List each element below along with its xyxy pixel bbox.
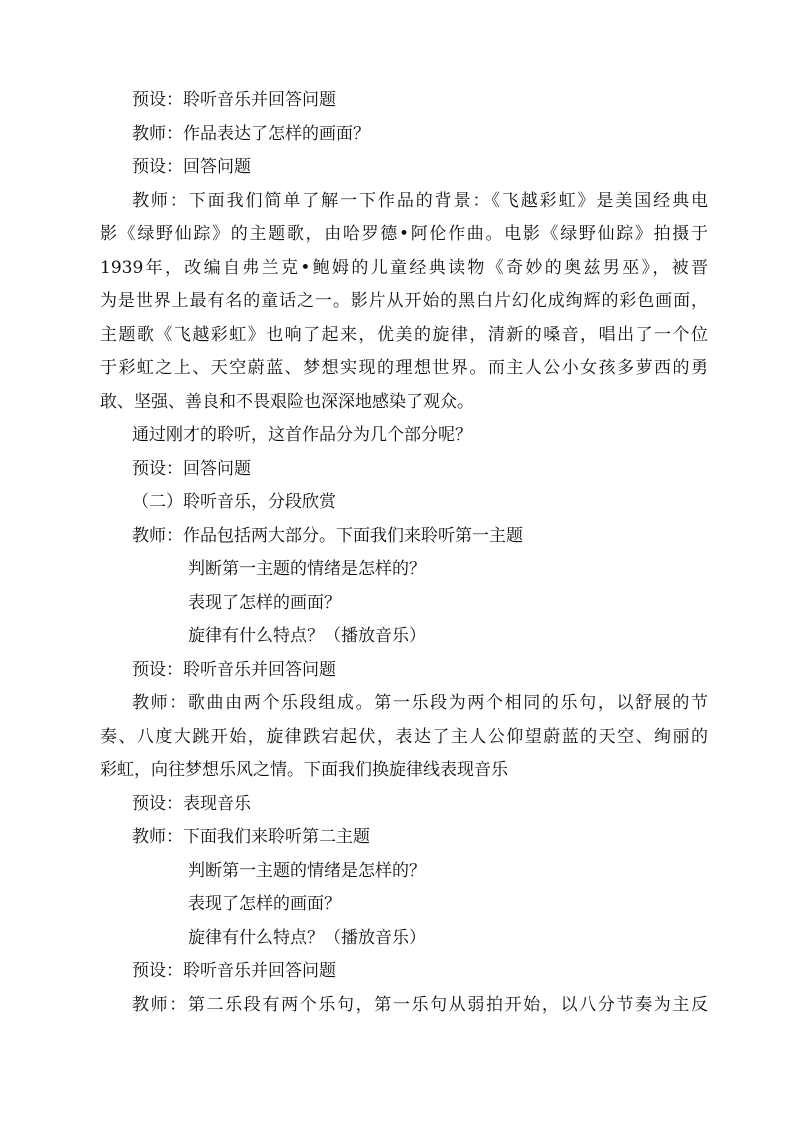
text-line: 敢、坚强、善良和不畏艰险也深深地感染了观众。 bbox=[100, 391, 474, 412]
text-line: 教师：下面我们简单了解一下作品的背景：《飞越彩虹》是美国经典电 bbox=[132, 190, 708, 211]
text-line: 判断第一主题的情绪是怎样的？ bbox=[188, 860, 426, 881]
text-line: （二）聆听音乐，分段欣赏 bbox=[132, 492, 336, 512]
text-line: 预设：表现音乐 bbox=[132, 793, 251, 814]
text-line: 1939年，改编自弗兰克•鲍姆的儿童经典读物《奇妙的奥兹男巫》，被晋 bbox=[100, 257, 708, 278]
text-line: 表现了怎样的画面？ bbox=[188, 592, 341, 613]
text-line: 教师：作品包括两大部分。下面我们来聆听第一主题 bbox=[132, 525, 523, 546]
text-line: 预设：回答问题 bbox=[132, 157, 251, 177]
text-line: 彩虹，向往梦想乐风之情。下面我们换旋律线表现音乐 bbox=[100, 760, 508, 780]
text-line: 教师：歌曲由两个乐段组成。第一乐段为两个相同的乐句，以舒展的节 bbox=[132, 693, 708, 713]
text-line: 为是世界上最有名的童话之一。影片从开始的黑白片幻化成绚辉的彩色画面， bbox=[100, 291, 708, 311]
document-body bbox=[100, 84, 708, 1022]
text-line: 旋律有什么特点？（播放音乐） bbox=[188, 927, 426, 948]
text-line: 预设：聆听音乐并回答问题 bbox=[132, 90, 336, 110]
text-line: 教师：作品表达了怎样的画面？ bbox=[132, 123, 370, 144]
text-line: 影《绿野仙踪》的主题歌，由哈罗德•阿伦作曲。电影《绿野仙踪》拍摄于 bbox=[100, 224, 708, 244]
text-line: 主题歌《飞越彩虹》也响了起来，优美的旋律，清新的嗓音，唱出了一个位 bbox=[100, 324, 708, 345]
text-line: 判断第一主题的情绪是怎样的？ bbox=[188, 559, 426, 579]
text-line: 旋律有什么特点？（播放音乐） bbox=[188, 626, 426, 646]
text-line: 教师：下面我们来聆听第二主题 bbox=[132, 827, 370, 847]
text-line: 预设：聆听音乐并回答问题 bbox=[132, 659, 336, 680]
text-line: 于彩虹之上、天空蔚蓝、梦想实现的理想世界。而主人公小女孩多萝西的勇 bbox=[100, 358, 708, 378]
text-line: 预设：回答问题 bbox=[132, 458, 251, 479]
text-line: 教师：第二乐段有两个乐句，第一乐句从弱拍开始，以八分节奏为主反 bbox=[132, 994, 708, 1015]
text-line: 奏、八度大跳开始，旋律跌宕起伏，表达了主人公仰望蔚蓝的天空、绚丽的 bbox=[100, 726, 708, 747]
text-line: 表现了怎样的画面？ bbox=[188, 894, 341, 914]
text-line: 通过刚才的聆听，这首作品分为几个部分呢？ bbox=[132, 425, 472, 445]
text-line: 预设：聆听音乐并回答问题 bbox=[132, 961, 336, 981]
